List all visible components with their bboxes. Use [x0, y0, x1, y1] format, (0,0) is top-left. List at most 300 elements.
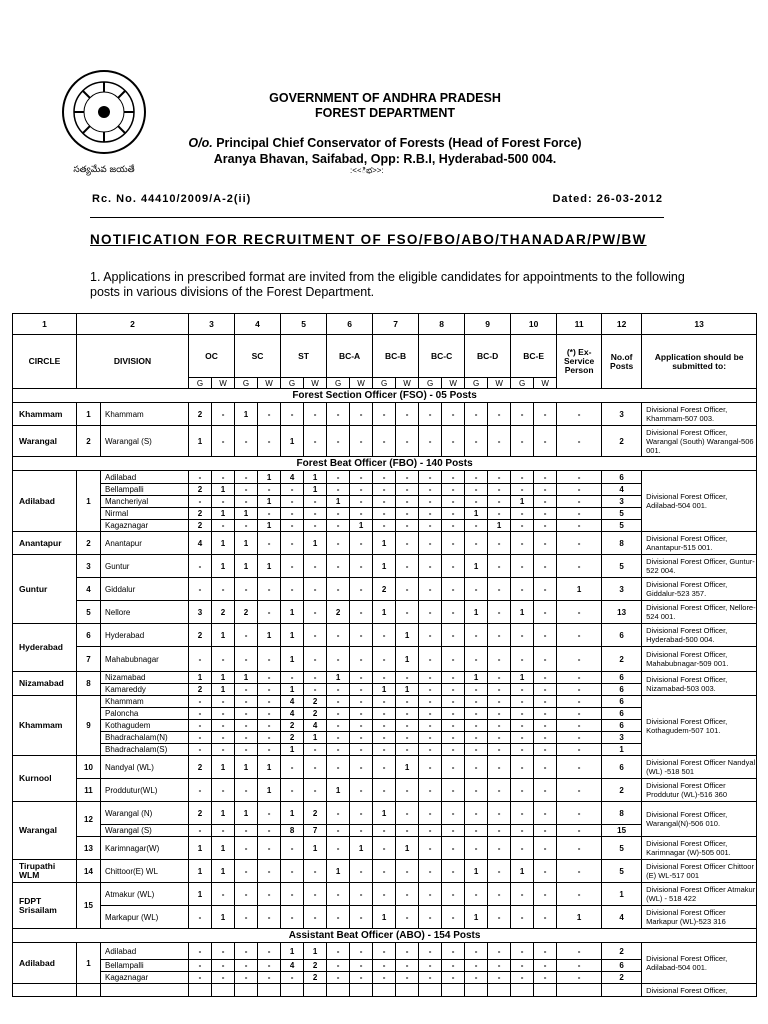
vacancy-cell: - — [419, 403, 442, 426]
apply-to-cell: Divisional Forest Officer, Nellore-524 001. — [642, 601, 757, 624]
vacancy-cell: 1 — [373, 802, 396, 825]
vacancy-cell: - — [442, 647, 465, 672]
vacancy-cell: - — [281, 508, 304, 520]
vacancy-cell: 1 — [189, 860, 212, 883]
ex-service-cell: - — [557, 532, 602, 555]
gw-label: W — [534, 378, 557, 389]
vacancy-cell: - — [511, 943, 534, 960]
vacancy-cell: - — [488, 960, 511, 972]
vacancy-cell: - — [534, 555, 557, 578]
vacancy-cell: 1 — [465, 601, 488, 624]
vacancy-cell: 1 — [189, 426, 212, 457]
vacancy-cell: - — [327, 555, 350, 578]
division-cell: Proddutur(WL) — [101, 779, 189, 802]
vacancy-cell: - — [442, 672, 465, 684]
posts-cell: 15 — [602, 825, 642, 837]
vacancy-cell: 1 — [373, 555, 396, 578]
posts-cell: 5 — [602, 508, 642, 520]
vacancy-cell: - — [350, 756, 373, 779]
vacancy-cell: - — [258, 647, 281, 672]
vacancy-cell: - — [488, 496, 511, 508]
vacancy-cell: - — [258, 696, 281, 708]
vacancy-cell: - — [419, 860, 442, 883]
vacancy-cell: 1 — [212, 837, 235, 860]
vacancy-cell: - — [373, 708, 396, 720]
vacancy-cell: - — [465, 496, 488, 508]
vacancy-cell: - — [258, 960, 281, 972]
vacancy-cell: - — [511, 720, 534, 732]
vacancy-cell: - — [534, 672, 557, 684]
vacancy-cell: - — [442, 555, 465, 578]
vacancy-cell: 1 — [396, 837, 419, 860]
vacancy-cell — [465, 984, 488, 997]
vacancy-cell: - — [350, 960, 373, 972]
vacancy-cell: - — [442, 972, 465, 984]
vacancy-cell: 4 — [304, 720, 327, 732]
vacancy-cell: - — [419, 802, 442, 825]
vacancy-cell: - — [327, 906, 350, 929]
column-number: 1 — [13, 314, 77, 335]
vacancy-cell: - — [189, 555, 212, 578]
ex-service-cell: - — [557, 601, 602, 624]
section-row — [13, 457, 757, 471]
notification-date: Dated: 26-03-2012 — [552, 193, 663, 205]
vacancy-cell: - — [281, 672, 304, 684]
column-header-category: BC-D — [465, 335, 511, 378]
vacancy-cell: - — [534, 601, 557, 624]
vacancy-cell: - — [304, 496, 327, 508]
vacancy-cell: 1 — [258, 779, 281, 802]
vacancy-cell: - — [304, 601, 327, 624]
posts-cell: 2 — [602, 647, 642, 672]
vacancy-cell: 1 — [304, 484, 327, 496]
vacancy-cell: - — [396, 555, 419, 578]
vacancy-cell: 1 — [511, 496, 534, 508]
vacancy-cell: - — [212, 471, 235, 484]
vacancy-cell: - — [396, 471, 419, 484]
vacancy-cell: - — [350, 647, 373, 672]
vacancy-cell: - — [304, 578, 327, 601]
vacancy-cell: 1 — [465, 508, 488, 520]
vacancy-cell: 1 — [212, 756, 235, 779]
vacancy-cell: - — [488, 972, 511, 984]
vacancy-cell: 2 — [281, 720, 304, 732]
vacancy-cell: - — [488, 696, 511, 708]
vacancy-cell: - — [442, 426, 465, 457]
vacancy-cell: - — [235, 883, 258, 906]
vacancy-cell: 2 — [189, 756, 212, 779]
vacancy-cell: - — [488, 578, 511, 601]
ex-service-cell: - — [557, 708, 602, 720]
vacancy-cell: 2 — [189, 802, 212, 825]
ornament-text: :<<ిభ>>: — [350, 166, 384, 175]
posts-cell: 3 — [602, 403, 642, 426]
vacancy-cell: - — [281, 496, 304, 508]
vacancy-cell: - — [396, 532, 419, 555]
vacancy-cell: 1 — [511, 672, 534, 684]
vacancy-cell: - — [511, 825, 534, 837]
division-cell: Nirmal — [101, 508, 189, 520]
vacancy-cell: - — [396, 672, 419, 684]
vacancy-cell: - — [189, 744, 212, 756]
vacancy-cell: - — [419, 744, 442, 756]
vacancy-cell — [350, 984, 373, 997]
vacancy-cell: - — [396, 802, 419, 825]
vacancy-cell: - — [488, 508, 511, 520]
vacancy-cell: - — [304, 508, 327, 520]
column-number: 4 — [235, 314, 281, 335]
ex-service-cell: - — [557, 496, 602, 508]
vacancy-cell: - — [327, 756, 350, 779]
vacancy-cell: - — [327, 647, 350, 672]
vacancy-cell: - — [189, 720, 212, 732]
division-number-cell: 2 — [77, 532, 101, 555]
vacancy-cell: - — [465, 578, 488, 601]
apply-to-cell: Divisional Forest Officer, Mahabubnagar-509 001. — [642, 647, 757, 672]
vacancy-cell: - — [511, 906, 534, 929]
column-header-category: BC-B — [373, 335, 419, 378]
vacancy-cell: - — [281, 837, 304, 860]
vacancy-cell: - — [442, 601, 465, 624]
posts-cell: 2 — [602, 943, 642, 960]
vacancy-cell: - — [258, 825, 281, 837]
office-address: Aranya Bhavan, Saifabad, Opp: R.B.I, Hyderabad-500 004. — [213, 152, 557, 166]
vacancy-cell: - — [511, 972, 534, 984]
vacancy-cell: 1 — [212, 484, 235, 496]
column-number: 5 — [281, 314, 327, 335]
vacancy-cell: - — [465, 779, 488, 802]
vacancy-cell: - — [350, 672, 373, 684]
apply-to-cell: Divisional Forest Officer, Nizamabad-503 003. — [642, 672, 757, 696]
section-heading: Forest Section Officer (FSO) - 05 Posts — [13, 389, 757, 403]
division-number-cell — [77, 984, 101, 997]
vacancy-cell: - — [442, 578, 465, 601]
vacancy-cell: 2 — [189, 484, 212, 496]
ex-service-cell: - — [557, 802, 602, 825]
vacancy-cell: - — [419, 943, 442, 960]
posts-cell: 8 — [602, 532, 642, 555]
vacancy-cell: - — [373, 972, 396, 984]
vacancy-cell: - — [534, 624, 557, 647]
vacancy-cell: 4 — [281, 960, 304, 972]
vacancy-cell: - — [350, 779, 373, 802]
vacancy-cell: - — [442, 802, 465, 825]
vacancy-cell: - — [304, 624, 327, 647]
vacancy-cell: - — [534, 860, 557, 883]
vacancy-cell: 1 — [396, 624, 419, 647]
vacancy-cell: - — [189, 972, 212, 984]
division-cell: Atmakur (WL) — [101, 883, 189, 906]
vacancy-cell: - — [373, 960, 396, 972]
vacancy-cell: - — [327, 883, 350, 906]
division-cell: Mahabubnagar — [101, 647, 189, 672]
vacancy-cell: - — [327, 943, 350, 960]
vacancy-cell: - — [465, 403, 488, 426]
column-header-apply-to: Application should be submitted to: — [642, 335, 757, 389]
vacancy-cell: - — [281, 484, 304, 496]
vacancy-cell: - — [488, 624, 511, 647]
apply-to-cell: Divisional Forest Officer Atmakur (WL) - 518 422 — [642, 883, 757, 906]
division-cell: Giddalur — [101, 578, 189, 601]
vacancy-cell: 1 — [511, 860, 534, 883]
apply-to-cell: Divisional Forest Officer Nandyal (WL) -518 501 — [642, 756, 757, 779]
division-number-cell: 9 — [77, 696, 101, 756]
vacancy-cell: 2 — [304, 708, 327, 720]
ex-service-cell: - — [557, 744, 602, 756]
vacancy-cell: - — [442, 943, 465, 960]
ex-service-cell: - — [557, 860, 602, 883]
posts-cell: 3 — [602, 496, 642, 508]
posts-cell: 6 — [602, 684, 642, 696]
vacancy-cell: - — [534, 802, 557, 825]
vacancy-cell: - — [235, 647, 258, 672]
vacancy-cell: 1 — [327, 860, 350, 883]
posts-cell: 13 — [602, 601, 642, 624]
apply-to-cell: Divisional Forest Officer, Warangal(N)-506 010. — [642, 802, 757, 837]
vacancy-cell — [373, 984, 396, 997]
vacancy-cell: - — [396, 960, 419, 972]
vacancy-cell: 1 — [281, 624, 304, 647]
vacancy-cell — [602, 984, 642, 997]
table-row — [13, 883, 757, 906]
vacancy-cell: - — [419, 825, 442, 837]
vacancy-cell: - — [235, 744, 258, 756]
vacancy-cell: - — [235, 837, 258, 860]
vacancy-cell: - — [212, 732, 235, 744]
vacancy-cell: 1 — [511, 601, 534, 624]
vacancy-cell — [212, 984, 235, 997]
vacancy-cell: - — [327, 403, 350, 426]
vacancy-cell — [281, 984, 304, 997]
vacancy-cell: - — [419, 578, 442, 601]
vacancy-cell: - — [488, 684, 511, 696]
table-row — [13, 672, 757, 684]
vacancy-cell: - — [488, 484, 511, 496]
vacancy-cell: - — [442, 520, 465, 532]
vacancy-cell: - — [396, 508, 419, 520]
vacancy-cell: - — [511, 708, 534, 720]
posts-cell: 6 — [602, 471, 642, 484]
ex-service-cell: - — [557, 403, 602, 426]
vacancy-cell: - — [442, 825, 465, 837]
vacancy-cell: 1 — [327, 672, 350, 684]
division-number-cell: 8 — [77, 672, 101, 696]
vacancy-cell: 1 — [350, 520, 373, 532]
vacancy-cell: 1 — [304, 837, 327, 860]
vacancy-cell: - — [488, 906, 511, 929]
vacancy-cell: - — [235, 972, 258, 984]
vacancy-cell: - — [488, 601, 511, 624]
apply-to-cell: Divisional Forest Officer, Karimnagar (W)-505 001. — [642, 837, 757, 860]
vacancy-cell: 1 — [212, 906, 235, 929]
circle-cell: Anantapur — [13, 532, 77, 555]
vacancy-cell: - — [442, 471, 465, 484]
vacancy-cell — [511, 984, 534, 997]
column-header-category: BC-A — [327, 335, 373, 378]
vacancy-cell: - — [396, 779, 419, 802]
vacancy-cell: 7 — [304, 825, 327, 837]
vacancy-cell: - — [212, 426, 235, 457]
vacancy-cell: - — [419, 484, 442, 496]
column-number: 12 — [602, 314, 642, 335]
vacancy-cell: - — [488, 860, 511, 883]
vacancy-cell: - — [465, 471, 488, 484]
vacancy-cell: 2 — [373, 578, 396, 601]
vacancy-cell: - — [235, 520, 258, 532]
vacancy-cell: - — [212, 883, 235, 906]
office-heading: O/o. Principal Chief Conservator of Forests (Head of Forest Force) — [188, 136, 582, 150]
vacancy-cell: - — [350, 471, 373, 484]
vacancy-cell: - — [465, 720, 488, 732]
intro-paragraph: 1. Applications in prescribed format are invited from the eligible candidates for appointments to the following posts in various divisions of the Forest Department. — [90, 270, 685, 299]
vacancy-cell: 1 — [258, 520, 281, 532]
vacancy-cell: - — [511, 779, 534, 802]
division-cell: Kagaznagar — [101, 520, 189, 532]
vacancy-cell: - — [465, 756, 488, 779]
vacancy-cell: 1 — [488, 520, 511, 532]
vacancy-cell: 1 — [235, 802, 258, 825]
vacancy-cell: - — [258, 508, 281, 520]
vacancy-cell: - — [488, 532, 511, 555]
posts-cell: 5 — [602, 520, 642, 532]
vacancy-cell: - — [350, 802, 373, 825]
vacancy-cell: 1 — [281, 744, 304, 756]
division-cell: Warangal (N) — [101, 802, 189, 825]
vacancy-cell: - — [373, 624, 396, 647]
posts-cell: 6 — [602, 624, 642, 647]
gw-label: W — [304, 378, 327, 389]
vacancy-cell: - — [419, 508, 442, 520]
posts-cell: 2 — [602, 972, 642, 984]
vacancy-cell: - — [419, 960, 442, 972]
vacancy-cell: - — [212, 943, 235, 960]
vacancy-cell: 2 — [304, 960, 327, 972]
vacancy-cell: - — [534, 696, 557, 708]
vacancy-cell: - — [350, 943, 373, 960]
table-row — [13, 696, 757, 708]
vacancy-cell: - — [488, 802, 511, 825]
apply-to-cell: Divisional Forest Officer, Anantapur-515 001. — [642, 532, 757, 555]
ex-service-cell: 1 — [557, 578, 602, 601]
apply-to-cell: Divisional Forest Officer, Hyderabad-500 004. — [642, 624, 757, 647]
vacancy-cell: - — [511, 744, 534, 756]
ex-service-cell: - — [557, 484, 602, 496]
table-row — [13, 837, 757, 860]
vacancy-cell — [488, 984, 511, 997]
vacancy-cell: - — [419, 837, 442, 860]
vacancy-cell: - — [258, 532, 281, 555]
vacancy-cell: - — [350, 744, 373, 756]
vacancy-cell: - — [511, 532, 534, 555]
vacancy-cell: - — [534, 720, 557, 732]
posts-cell: 5 — [602, 555, 642, 578]
circle-cell: Nizamabad — [13, 672, 77, 696]
table-row — [13, 578, 757, 601]
vacancy-cell: - — [281, 520, 304, 532]
vacancy-cell: - — [511, 471, 534, 484]
vacancy-cell: - — [419, 720, 442, 732]
gw-label: G — [419, 378, 442, 389]
vacancy-cell: - — [465, 972, 488, 984]
gw-label: W — [258, 378, 281, 389]
posts-cell: 2 — [602, 426, 642, 457]
vacancy-cell: 2 — [189, 624, 212, 647]
vacancy-cell: - — [511, 837, 534, 860]
vacancy-cell: - — [534, 520, 557, 532]
vacancy-cell: - — [212, 744, 235, 756]
vacancy-cell — [534, 984, 557, 997]
vacancy-cell: - — [534, 647, 557, 672]
vacancy-cell: - — [488, 403, 511, 426]
vacancy-cell: 2 — [189, 520, 212, 532]
vacancy-cell: 1 — [304, 532, 327, 555]
ex-service-cell: - — [557, 756, 602, 779]
vacancy-cell: 1 — [189, 672, 212, 684]
division-number-cell: 11 — [77, 779, 101, 802]
govt-heading: GOVERNMENT OF ANDHRA PRADESH — [269, 91, 501, 105]
vacancy-cell: - — [212, 960, 235, 972]
vacancy-cell: - — [419, 779, 442, 802]
vacancy-cell: - — [511, 696, 534, 708]
vacancy-cell: - — [327, 837, 350, 860]
vacancy-cell: - — [373, 647, 396, 672]
vacancy-cell: - — [534, 471, 557, 484]
vacancy-cell: 1 — [281, 426, 304, 457]
vacancy-cell: - — [189, 471, 212, 484]
vacancy-cell: - — [534, 960, 557, 972]
vacancy-cell: - — [212, 708, 235, 720]
vacancy-cell: - — [534, 744, 557, 756]
vacancy-cell: - — [419, 672, 442, 684]
vacancy-cell: 1 — [304, 732, 327, 744]
posts-cell: 6 — [602, 720, 642, 732]
vacancy-cell: - — [258, 601, 281, 624]
vacancy-cell: - — [189, 708, 212, 720]
division-cell: Kothagudem — [101, 720, 189, 732]
vacancy-cell: - — [396, 732, 419, 744]
vacancy-cell: - — [258, 578, 281, 601]
circle-cell: Khammam — [13, 403, 77, 426]
vacancy-cell: - — [212, 972, 235, 984]
table-row — [13, 403, 757, 426]
division-cell: Kagaznagar — [101, 972, 189, 984]
vacancy-cell: - — [534, 972, 557, 984]
vacancy-cell: - — [373, 756, 396, 779]
circle-cell: Khammam — [13, 696, 77, 756]
vacancy-cell: - — [189, 647, 212, 672]
gw-label: G — [511, 378, 534, 389]
division-number-cell: 3 — [77, 555, 101, 578]
vacancy-cell: - — [534, 403, 557, 426]
vacancy-cell: - — [442, 696, 465, 708]
vacancy-cell: - — [235, 484, 258, 496]
vacancy-cell: - — [442, 837, 465, 860]
ex-service-cell: - — [557, 624, 602, 647]
vacancy-cell: - — [396, 496, 419, 508]
vacancy-cell: - — [189, 496, 212, 508]
vacancy-cell: - — [396, 578, 419, 601]
vacancy-cell: - — [212, 825, 235, 837]
vacancy-cell: - — [235, 578, 258, 601]
table-row — [13, 906, 757, 929]
vacancy-cell — [258, 984, 281, 997]
ex-service-cell: - — [557, 960, 602, 972]
ex-service-cell: - — [557, 732, 602, 744]
vacancy-cell: - — [281, 403, 304, 426]
vacancy-cell: - — [212, 403, 235, 426]
vacancy-cell: - — [488, 647, 511, 672]
vacancy-cell: - — [465, 837, 488, 860]
